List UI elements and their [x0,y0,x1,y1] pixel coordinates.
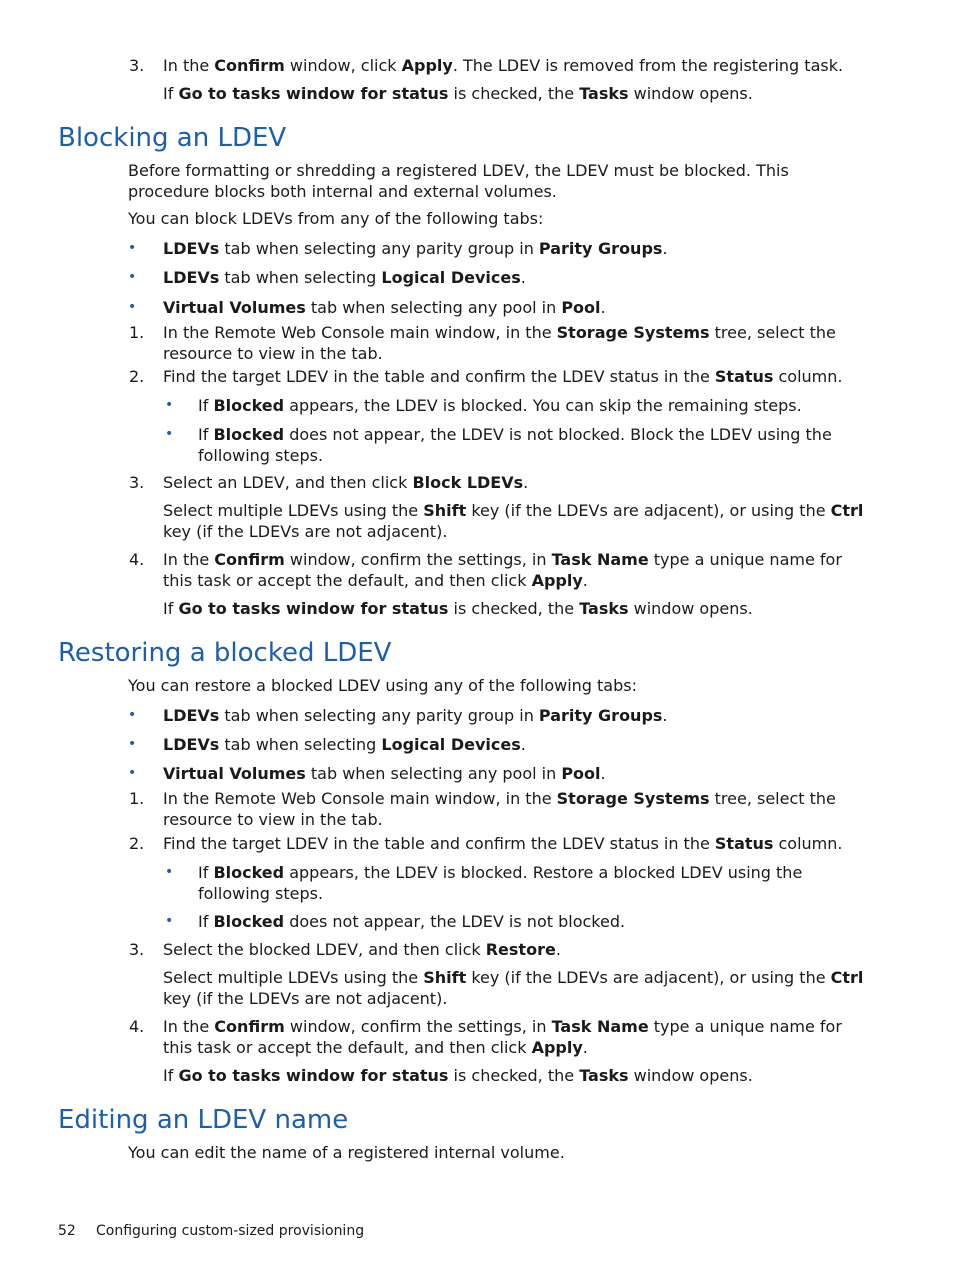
step-text [163,967,873,1009]
text-run: If [198,912,214,931]
bullet-icon: • [128,269,137,285]
text-run: key (if the LDEVs are not adjacent). [163,989,448,1008]
step-number: 3. [129,56,145,75]
bold-term: Tasks [579,84,629,103]
text-run: In the [163,550,215,569]
bullet-icon: • [128,707,137,723]
bold-term: LDEVs [163,735,220,754]
text-run: . [662,239,668,258]
bold-term: Tasks [579,599,629,618]
page-number: 52 [58,1223,76,1239]
bold-term: Blocked [213,396,285,415]
text-run: Editing an LDEV name [58,1105,349,1135]
bullet-item [163,705,873,726]
bold-term: Parity Groups [538,706,663,725]
bold-term: Ctrl [830,968,864,987]
bold-term: Apply [401,56,453,75]
bullet-icon: • [165,426,174,442]
step-number: 4. [129,550,145,569]
step-text [163,322,873,364]
text-run: tab when selecting [219,268,382,287]
text-run: window, confirm the settings, in [284,1017,552,1036]
bullet-item [163,297,873,318]
text-run: In the Remote Web Console main window, in the [163,323,557,342]
bullet-icon: • [165,864,174,880]
text-run: tab when selecting any parity group in [219,706,539,725]
text-run: Select multiple LDEVs using the [163,501,424,520]
text-run: appears, the LDEV is blocked. You can skip the remaining steps. [284,396,802,415]
step-number: 1. [129,789,145,808]
bold-term: Go to tasks window for status [178,1066,449,1085]
text-run: tree, select the resource to view in the tab. [163,789,836,829]
text-run: In the [163,56,215,75]
bold-term: Block LDEVs [412,473,524,492]
paragraph [128,675,873,696]
bullet-item [198,862,873,904]
section-heading [58,122,286,154]
bold-term: Logical Devices [381,268,521,287]
text-run: . [582,571,588,590]
bullet-item [198,424,873,466]
step-text [163,500,873,542]
step-text [163,939,873,960]
bold-term: Shift [423,501,467,520]
bold-term: Pool [561,764,601,783]
text-run: . [523,473,529,492]
step-text [163,549,873,591]
footer-section-title: Configuring custom-sized provisioning [96,1223,365,1239]
bold-term: Go to tasks window for status [178,84,449,103]
step-number: 3. [129,940,145,959]
text-run: tree, select the resource to view in the tab. [163,323,836,363]
bold-term: LDEVs [163,239,220,258]
text-run: You can restore a blocked LDEV using any of the following tabs: [128,676,637,695]
bold-term: Confirm [214,56,285,75]
section-heading [58,1104,348,1136]
step-text [163,788,873,830]
text-run: type a unique name for this task or accept the default, and then click [163,550,842,590]
paragraph [128,1142,873,1163]
bullet-icon: • [128,765,137,781]
bold-term: Parity Groups [538,239,663,258]
step-text [163,1016,873,1058]
step-number: 2. [129,834,145,853]
text-run: does not appear, the LDEV is not blocked. [284,912,626,931]
bold-term: Go to tasks window for status [178,599,449,618]
text-run: Select the blocked LDEV, and then click [163,940,486,959]
text-run: If [198,396,214,415]
text-run: window, confirm the settings, in [284,550,552,569]
bold-term: LDEVs [163,268,220,287]
text-run: Blocking an LDEV [58,123,287,153]
step-number: 3. [129,473,145,492]
step-number: 1. [129,323,145,342]
bullet-item [163,734,873,755]
step-text [163,833,873,854]
bold-term: Task Name [551,1017,649,1036]
text-run: . [520,735,526,754]
bold-term: Shift [423,968,467,987]
text-run: . [555,940,561,959]
text-run: In the Remote Web Console main window, in the [163,789,557,808]
bold-term: Status [714,367,774,386]
text-run: Find the target LDEV in the table and confirm the LDEV status in the [163,834,715,853]
bullet-item [198,911,873,932]
text-run: key (if the LDEVs are not adjacent). [163,522,448,541]
bold-term: Confirm [214,550,285,569]
bold-term: LDEVs [163,706,220,725]
text-run: window opens. [628,84,753,103]
text-run: Find the target LDEV in the table and confirm the LDEV status in the [163,367,715,386]
bold-term: Logical Devices [381,735,521,754]
text-run: tab when selecting any pool in [305,764,562,783]
bold-term: Apply [531,1038,583,1057]
text-run: You can edit the name of a registered internal volume. [128,1143,565,1162]
text-run: window opens. [628,1066,753,1085]
text-run: Restoring a blocked LDEV [58,638,392,668]
step-text [163,472,873,493]
paragraph [128,208,873,229]
text-run: In the [163,1017,215,1036]
step-text [163,598,873,619]
text-run: Select an LDEV, and then click [163,473,413,492]
bullet-icon: • [165,397,174,413]
text-run: If [163,84,179,103]
text-run: Before formatting or shredding a registered LDEV, the LDEV must be blocked. This procedure blocks both internal and external volumes. [128,161,789,201]
bold-term: Blocked [213,425,285,444]
bold-term: Pool [561,298,601,317]
bold-term: Apply [531,571,583,590]
text-run: . [600,298,606,317]
text-run: . The LDEV is removed from the registering task. [452,56,844,75]
bullet-item [163,238,873,259]
text-run: is checked, the [448,599,580,618]
bullet-icon: • [128,240,137,256]
text-run: does not appear, the LDEV is not blocked. Block the LDEV using the following steps. [198,425,832,465]
bold-term: Status [714,834,774,853]
text-run: If [198,425,214,444]
text-run: is checked, the [448,1066,580,1085]
bullet-item [163,763,873,784]
bold-term: Task Name [551,550,649,569]
bullet-item [163,267,873,288]
bold-term: Ctrl [830,501,864,520]
bullet-icon: • [165,913,174,929]
bold-term: Tasks [579,1066,629,1085]
step-text [163,55,873,76]
text-run: column. [773,834,843,853]
text-run: Select multiple LDEVs using the [163,968,424,987]
bold-term: Blocked [213,863,285,882]
step-number: 2. [129,367,145,386]
bold-term: Confirm [214,1017,285,1036]
text-run: is checked, the [448,84,580,103]
bold-term: Storage Systems [556,789,710,808]
text-run: . [662,706,668,725]
section-heading [58,637,391,669]
bullet-icon: • [128,299,137,315]
text-run: If [163,599,179,618]
text-run: If [198,863,214,882]
bullet-icon: • [128,736,137,752]
text-run: If [163,1066,179,1085]
step-number: 4. [129,1017,145,1036]
text-run: tab when selecting [219,735,382,754]
text-run: type a unique name for this task or accept the default, and then click [163,1017,842,1057]
bold-term: Restore [485,940,556,959]
step-text [163,83,873,104]
step-text [163,366,873,387]
bold-term: Blocked [213,912,285,931]
text-run: . [600,764,606,783]
bold-term: Virtual Volumes [163,764,306,783]
step-text [163,1065,873,1086]
text-run: You can block LDEVs from any of the following tabs: [128,209,544,228]
text-run: window, click [284,56,402,75]
bold-term: Virtual Volumes [163,298,306,317]
text-run: window opens. [628,599,753,618]
text-run: key (if the LDEVs are adjacent), or using the [466,968,831,987]
text-run: tab when selecting any parity group in [219,239,539,258]
text-run: tab when selecting any pool in [305,298,562,317]
text-run: . [582,1038,588,1057]
bullet-item [198,395,873,416]
text-run: key (if the LDEVs are adjacent), or using the [466,501,831,520]
text-run: column. [773,367,843,386]
text-run: . [520,268,526,287]
bold-term: Storage Systems [556,323,710,342]
paragraph [128,160,873,202]
text-run: appears, the LDEV is blocked. Restore a blocked LDEV using the following steps. [198,863,803,903]
